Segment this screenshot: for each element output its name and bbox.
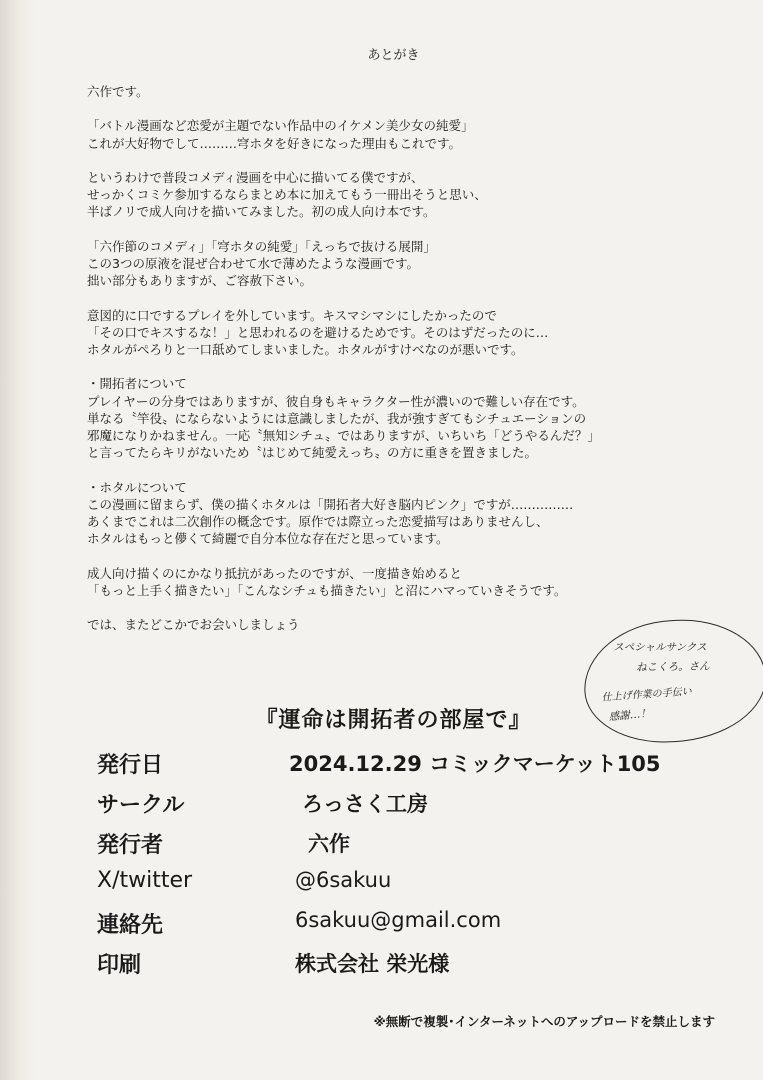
circle-value: ろっさく工房 bbox=[302, 792, 428, 816]
colophon-row-twitter bbox=[97, 868, 717, 908]
reproduction-notice: ※無断で複製･インターネットへのアップロードを禁止します bbox=[373, 1014, 715, 1029]
afterword-line: 意図的に口でするプレイを外しています。キスマシマシにしたかったので bbox=[87, 307, 497, 323]
afterword-line: プレイヤーの分身ではありますが、彼自身もキャラクター性が濃いので難しい存在です。 bbox=[87, 393, 585, 409]
afterword-line: 「その口でキスするな！」と思われるのを避けるためです。そのはずだったのに… bbox=[87, 324, 549, 340]
afterword-line: この3つの原液を混ぜ合わせて水で薄めたような漫画です。 bbox=[87, 255, 419, 271]
afterword-line: というわけで普段コメディ漫画を中心に描いてる僕ですが、 bbox=[87, 169, 424, 185]
handwritten-line: スペシャルサンクス bbox=[613, 641, 707, 654]
afterword-paragraph bbox=[87, 307, 707, 359]
colophon bbox=[97, 748, 717, 988]
colophon-row-publisher bbox=[97, 828, 717, 868]
afterword-body bbox=[87, 83, 707, 651]
print-value: 株式会社 栄光様 bbox=[295, 952, 450, 976]
afterword-line: 「バトル漫画など恋愛が主題でない作品中のイケメン美少女の純愛」 bbox=[87, 118, 474, 134]
afterword-line: 「六作節のコメディ」「穹ホタの純愛」「えっちで抜ける展開」 bbox=[87, 238, 436, 254]
afterword-line: 邪魔になりかねません。一応〝無知シチュ〟ではありますが、いちいち「どうやるんだ？」 bbox=[87, 427, 600, 443]
afterword-line: ・開拓者について bbox=[87, 376, 187, 392]
circle-label: サークル bbox=[97, 793, 185, 818]
afterword-heading: あとがき bbox=[367, 48, 420, 63]
handwritten-line: 仕上げ作業の手伝い bbox=[601, 686, 693, 704]
afterword-paragraph bbox=[87, 375, 707, 461]
afterword-line: では、またどこかでお会いしましょう bbox=[87, 617, 300, 633]
contact-value: 6sakuu@gmail.com bbox=[295, 908, 502, 932]
afterword-paragraph bbox=[87, 117, 707, 151]
colophon-row-circle bbox=[97, 788, 717, 828]
colophon-row-date bbox=[97, 748, 717, 788]
afterword-line: 「もっと上手く描きたい」「こんなシチュも描きたい」と沼にハマっていきそうです。 bbox=[87, 582, 567, 598]
publisher-value: 六作 bbox=[308, 832, 350, 856]
colophon-row-contact bbox=[97, 908, 717, 948]
afterword-line: 単なる〝竿役〟にならないようには意識しましたが、我が強すぎてもシチュエーションの bbox=[87, 410, 587, 426]
afterword-line: ホタルがぺろりと一口舐めてしまいました。ホタルがすけべなのが悪いです。 bbox=[87, 341, 524, 357]
afterword-page bbox=[24, 0, 763, 1080]
afterword-line: この漫画に留まらず、僕の描くホタルは「開拓者大好き脳内ピンク」ですが…………… bbox=[87, 496, 574, 512]
afterword-paragraph bbox=[87, 479, 707, 548]
afterword-line: 成人向け描くのにかなり抵抗があったのですが、一度描き始めると bbox=[87, 565, 462, 581]
work-title: 『運命は開拓者の部屋で』 bbox=[255, 708, 532, 733]
afterword-paragraph bbox=[87, 238, 707, 290]
afterword-line: せっかくコミケ参加するならまとめ本に加えてもう一冊出そうと思い、 bbox=[87, 187, 487, 203]
afterword-paragraph bbox=[87, 616, 707, 633]
date-value: 2024.12.29 コミックマーケット105 bbox=[289, 752, 661, 776]
afterword-line: と言ってたらキリがないため〝はじめて純愛えっち〟の方に重きを置きました。 bbox=[87, 445, 538, 461]
afterword-paragraph bbox=[87, 169, 707, 221]
handwritten-line: 感謝…！ bbox=[608, 707, 652, 724]
afterword-line: ・ホタルについて bbox=[87, 479, 187, 495]
afterword-line: 六作です。 bbox=[87, 84, 149, 99]
afterword-line: 半ばノリで成人向けを描いてみました。初の成人向け本です。 bbox=[87, 204, 436, 220]
afterword-line: あくまでこれは二次創作の概念です。原作では際立った恋愛描写はありませんし、 bbox=[87, 513, 549, 529]
twitter-value: @6sakuu bbox=[295, 868, 392, 892]
afterword-line: 拙い部分もありますが、ご容赦下さい。 bbox=[87, 273, 313, 289]
afterword-paragraph bbox=[87, 83, 707, 100]
afterword-line: ホタルはもっと儚くて綺麗で自分本位な存在だと思っています。 bbox=[87, 531, 449, 547]
afterword-line: これが大好物でして………穹ホタを好きになった理由もこれです。 bbox=[87, 135, 462, 151]
twitter-label: X/twitter bbox=[97, 868, 193, 893]
handwritten-line: ねこくろ。さん bbox=[636, 660, 710, 674]
print-label: 印刷 bbox=[97, 953, 142, 978]
colophon-row-print bbox=[97, 948, 717, 988]
afterword-paragraph bbox=[87, 565, 707, 599]
date-label: 発行日 bbox=[97, 753, 164, 778]
contact-label: 連絡先 bbox=[97, 913, 164, 938]
publisher-label: 発行者 bbox=[97, 833, 164, 858]
